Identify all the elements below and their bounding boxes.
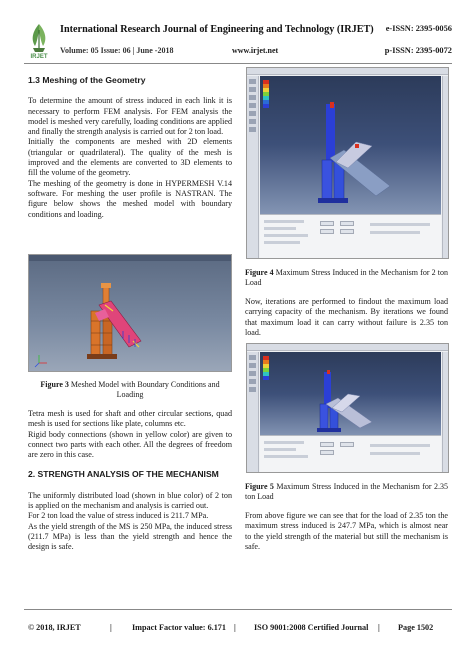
stress-mechanism-graphic bbox=[260, 352, 443, 436]
figure-5-control-panel bbox=[260, 435, 441, 472]
paragraph: From above figure we can see that for the load of 2.35 ton the maximum stress induced is 247.7 MPa, which is almost near to the yield strength of the material but still the mechanism is safe. bbox=[245, 511, 448, 551]
journal-website-link[interactable]: www.irjet.net bbox=[232, 46, 279, 55]
left-column-bottom bbox=[28, 380, 232, 553]
meshed-mechanism-graphic bbox=[29, 255, 232, 372]
section-heading-strength-analysis: 2. STRENGTH ANALYSIS OF THE MECHANISM bbox=[28, 469, 219, 480]
footer-separator: | bbox=[234, 623, 236, 632]
figure-4-caption bbox=[245, 268, 448, 288]
paragraph: As the yield strength of the MS is 250 MPa, the induced stress (211.7 MPa) is less than the yield strength and hence the design is safe. bbox=[28, 521, 232, 552]
footer-iso: ISO 9001:2008 Certified Journal bbox=[254, 623, 369, 632]
figure-3-caption bbox=[28, 380, 232, 400]
paragraph: The meshing of the geometry is done in HYPERMESH V.14 software. For meshing the user profile is NASTRAN. The figure below shows the meshed model with boundary conditions and loading. bbox=[28, 178, 232, 219]
footer-page-number: Page 1502 bbox=[398, 623, 434, 632]
journal-title: International Research Journal of Engineering and Technology (IRJET) bbox=[60, 24, 374, 35]
figure-4-viewport bbox=[260, 76, 441, 214]
left-column-top bbox=[28, 75, 232, 220]
stress-mechanism-graphic bbox=[260, 76, 443, 214]
volume-issue: Volume: 05 Issue: 06 | June -2018 bbox=[60, 46, 174, 55]
figure-3-label: Figure 3 bbox=[40, 380, 69, 389]
figure-5-caption bbox=[245, 482, 448, 502]
header-divider bbox=[24, 63, 452, 64]
footer-impact-factor: Impact Factor value: 6.171 bbox=[132, 623, 226, 632]
figure-5-label: Figure 5 bbox=[245, 482, 274, 491]
figure-4-stress-2-ton bbox=[246, 67, 449, 259]
footer-copyright: © 2018, IRJET bbox=[28, 623, 81, 632]
footer-separator: | bbox=[378, 623, 380, 632]
figure-5-stress-2-35-ton bbox=[246, 343, 449, 473]
paragraph: Tetra mesh is used for shaft and other circular sections, quad mesh is used for sections like plate, columns etc. bbox=[28, 409, 232, 429]
figure-3-caption-text: Meshed Model with Boundary Conditions and Loading bbox=[68, 380, 220, 399]
figure-4-label: Figure 4 bbox=[245, 268, 274, 277]
paragraph: For 2 ton load the value of stress induced is 211.7 MPa. bbox=[28, 511, 209, 521]
figure-3-meshed-model bbox=[28, 254, 232, 372]
e-issn: e-ISSN: 2395-0056 bbox=[385, 24, 452, 33]
paragraph: Rigid body connections (shown in yellow color) are given to connect two parts with each other. All the degrees of freedom are zero in this case. bbox=[28, 429, 232, 460]
figure-4-caption-text: Maximum Stress Induced in the Mechanism for 2 ton Load bbox=[245, 268, 448, 287]
paragraph: To determine the amount of stress induced in each link it is necessary to perform FEM analysis. For FEM analysis the model is meshed very carefully, loading conditions are applied and finally the strength analysis is carried out for 2 ton load. bbox=[28, 96, 232, 137]
figure-5-caption-text: Maximum Stress Induced in the Mechanism for 2.35 ton Load bbox=[245, 482, 449, 501]
footer-separator: | bbox=[110, 623, 112, 632]
figure-4-control-panel bbox=[260, 214, 441, 258]
logo-text: IRJET bbox=[30, 54, 48, 60]
right-column-middle bbox=[245, 268, 448, 338]
journal-header bbox=[24, 20, 452, 62]
footer-divider bbox=[24, 609, 452, 610]
paragraph: Initially the components are meshed with 2D elements (triangular or quadrilateral). The quality of the mesh is improved and the elements are converted to 3D elements to fill the volume of the geometry. bbox=[28, 137, 232, 178]
figure-5-viewport bbox=[260, 352, 441, 436]
paragraph: Now, iterations are performed to findout the maximum load carrying capacity of the mechanism. By iterations we found that maximum load it can carry without failure is 2.35 ton load. bbox=[245, 297, 448, 337]
right-column-bottom bbox=[245, 482, 448, 552]
p-issn: p-ISSN: 2395-0072 bbox=[384, 46, 452, 55]
paragraph: The uniformly distributed load (shown in blue color) of 2 ton is applied on the mechanism and analysis is carried out. bbox=[28, 490, 232, 511]
section-heading-meshing: 1.3 Meshing of the Geometry bbox=[28, 75, 146, 85]
